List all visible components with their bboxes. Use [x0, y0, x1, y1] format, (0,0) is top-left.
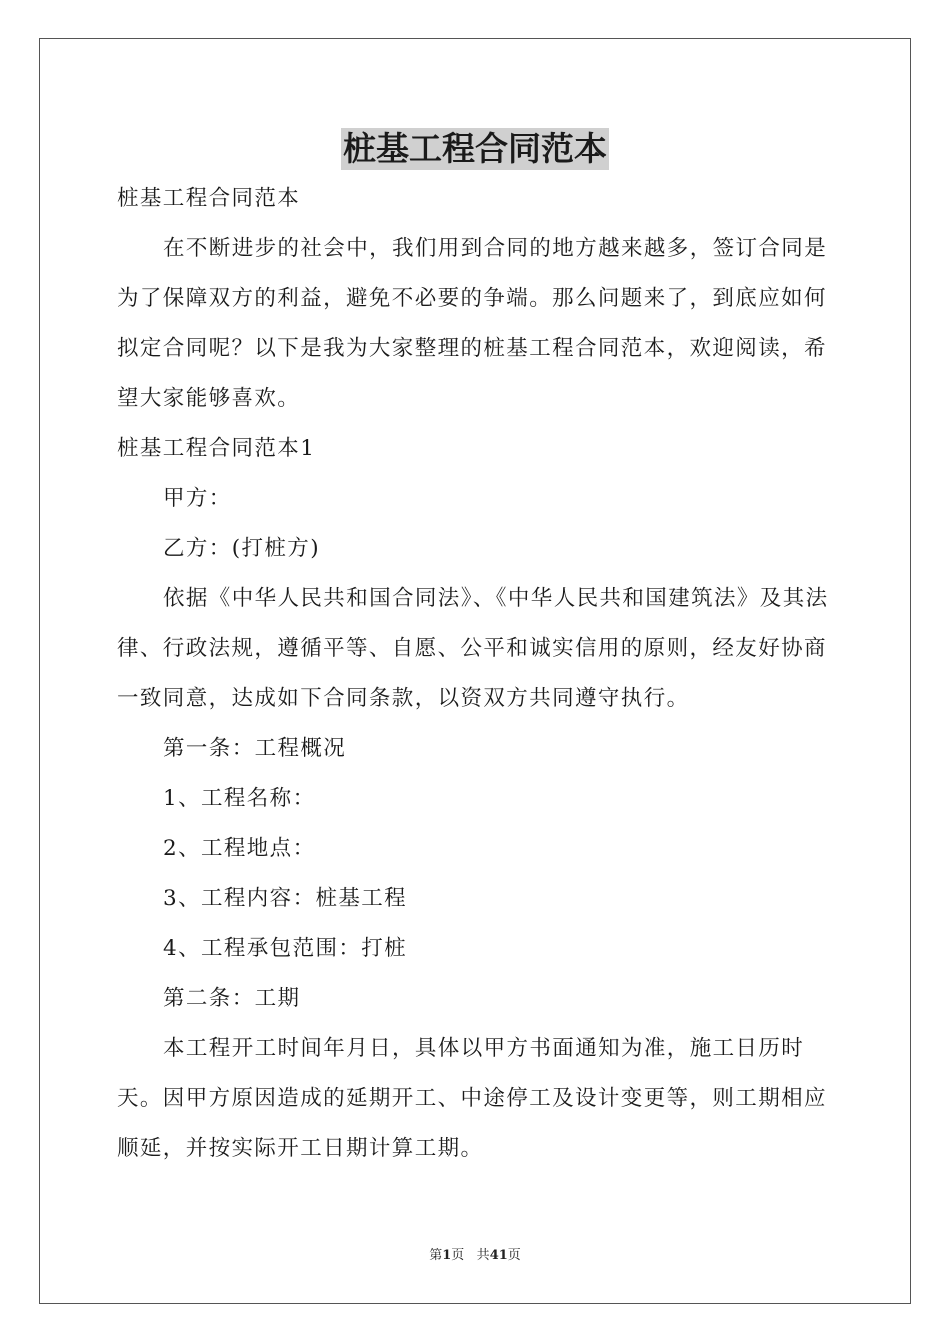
footer-page-number: 1 [442, 1248, 452, 1263]
document-body [117, 174, 833, 1174]
paragraph-6: 第一条：工程概况 [163, 736, 347, 761]
paragraph-1: 在不断进步的社会中，我们用到合同的地方越来越多，签订合同是为了保障双方的利益，避免不必要的争端。那么问题来了，到底应如何拟定合同呢？以下是我为大家整理的桩基工程合同范本，欢迎阅读，希望大家能够喜欢。 [117, 236, 828, 411]
document-title-text: 桩基工程合同范本 [343, 129, 607, 168]
paragraph-2: 桩基工程合同范本1 [117, 436, 316, 461]
paragraph-11: 第二条：工期 [163, 986, 301, 1011]
paragraph-8: 2、工程地点： [163, 836, 316, 861]
footer-total-pages: 41 [489, 1248, 508, 1263]
paragraph-7: 1、工程名称： [163, 786, 316, 811]
document-title [0, 125, 950, 173]
paragraph-9: 3、工程内容：桩基工程 [163, 886, 408, 911]
paragraph-3: 甲方： [163, 486, 232, 511]
paragraph-0: 桩基工程合同范本 [117, 186, 301, 211]
footer-page-suffix: 页 [451, 1248, 465, 1263]
footer-total-prefix: 共 [476, 1248, 490, 1263]
paragraph-10: 4、工程承包范围：打桩 [163, 936, 408, 961]
paragraph-5: 依据《中华人民共和国合同法》、《中华人民共和国建筑法》及其法律、行政法规，遵循平等、自愿、公平和诚实信用的原则，经友好协商一致同意，达成如下合同条款，以资双方共同遵守执行。 [117, 586, 829, 711]
page-footer [0, 1247, 950, 1265]
footer-total-suffix: 页 [507, 1248, 521, 1263]
paragraph-12: 本工程开工时间年月日，具体以甲方书面通知为准，施工日历时天。因甲方原因造成的延期开工、中途停工及设计变更等，则工期相应顺延，并按实际开工日期计算工期。 [117, 1036, 827, 1161]
footer-prefix: 第 [429, 1248, 443, 1263]
paragraph-4: 乙方：(打桩方) [163, 536, 320, 561]
